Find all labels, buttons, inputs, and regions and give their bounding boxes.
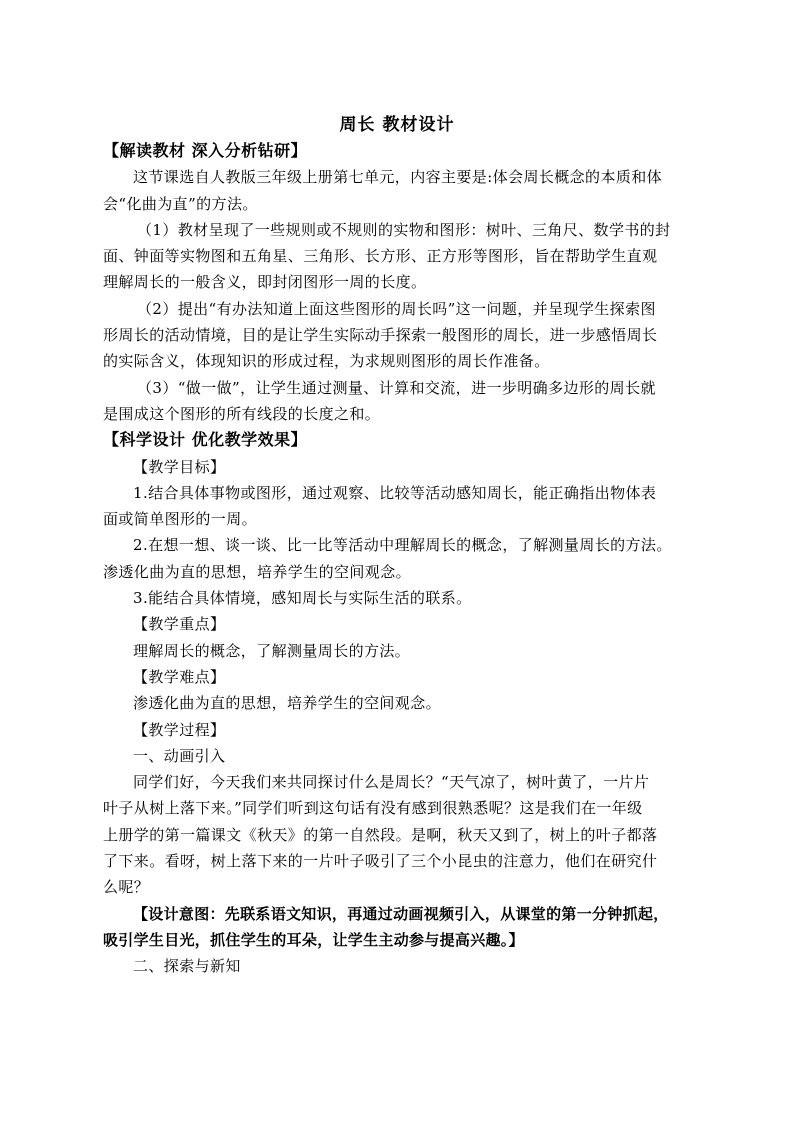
paragraph-line: 叶子从树上落下来。”同学们听到这句话有没有感到很熟悉呢？这是我们在一年级 [103, 799, 643, 818]
subheading-goals: 【教学目标】 [133, 457, 226, 476]
design-intent: 【设计意图：先联系语文知识，再通过动画视频引入，从课堂的第一分钟抓起， [133, 904, 669, 923]
paragraph-line: 形周长的活动情境，目的是让学生实际动手探索一般图形的周长，进一步感悟周长 [103, 326, 658, 345]
goal-item: 2.在想一想、谈一谈、比一比等活动中理解周长的概念，了解测量周长的方法。 [133, 536, 672, 555]
design-intent-continued: 吸引学生目光，抓住学生的耳朵，让学生主动参与提高兴趣。】 [103, 930, 524, 949]
paragraph-line: 会“化曲为直”的方法。 [103, 194, 258, 213]
key-points-text: 理解周长的概念，了解测量周长的方法。 [133, 641, 411, 660]
paragraph-line: 理解周长的一般含义，即封闭图形一周的长度。 [103, 273, 427, 292]
step-title: 一、动画引入 [133, 746, 226, 765]
section-heading-interpret: 【解读教材 深入分析钻研】 [103, 141, 308, 160]
section-heading-design: 【科学设计 优化教学效果】 [103, 430, 308, 450]
subheading-key-points: 【教学重点】 [133, 615, 226, 634]
paragraph-line: 同学们好，今天我们来共同探讨什么是周长？“天气凉了，树叶黄了，一片片 [133, 773, 650, 792]
paragraph-line: 这节课选自人教版三年级上册第七单元，内容主要是:体会周长概念的本质和体 [133, 168, 663, 187]
paragraph-line: 是围成这个图形的所有线段的长度之和。 [103, 404, 381, 423]
paragraph-line: 的实际含义，体现知识的形成过程，为求规则图形的周长作准备。 [103, 352, 550, 371]
subheading-difficulty: 【教学难点】 [133, 667, 226, 686]
goal-item: 1.结合具体事物或图形，通过观察、比较等活动感知周长，能正确指出物体表 [133, 483, 657, 502]
paragraph-line: （3）“做一做”，让学生通过测量、计算和交流，进一步明确多边形的周长就 [137, 378, 656, 397]
paragraph-line: （1）教材呈现了一些规则或不规则的实物和图形：树叶、三角尺、数学书的封 [137, 220, 671, 239]
paragraph-line: （2）提出“有办法知道上面这些图形的周长吗”这一问题，并呈现学生探索图 [137, 299, 656, 318]
difficulty-text: 渗透化曲为直的思想，培养学生的空间观念。 [133, 694, 442, 713]
goal-item-continued: 渗透化曲为直的思想，培养学生的空间观念。 [103, 562, 412, 581]
page-title: 周长 教材设计 [339, 115, 455, 135]
paragraph-line: 上册学的第一篇课文《秋天》的第一自然段。是啊，秋天又到了，树上的叶子都落 [103, 825, 658, 844]
goal-item-continued: 面或简单图形的一周。 [103, 510, 258, 529]
paragraph-line: 么呢？ [103, 878, 150, 897]
document-body [103, 138, 697, 980]
subheading-process: 【教学过程】 [133, 720, 226, 739]
paragraph-line: 了下来。看呀，树上落下来的一片叶子吸引了三个小昆虫的注意力，他们在研究什 [103, 852, 658, 871]
paragraph-line: 面、钟面等实物图和五角星、三角形、长方形、正方形等图形，旨在帮助学生直观 [103, 247, 658, 266]
goal-item: 3.能结合具体情境，感知周长与实际生活的联系。 [133, 589, 472, 608]
step-title: 二、探索与新知 [133, 957, 241, 976]
